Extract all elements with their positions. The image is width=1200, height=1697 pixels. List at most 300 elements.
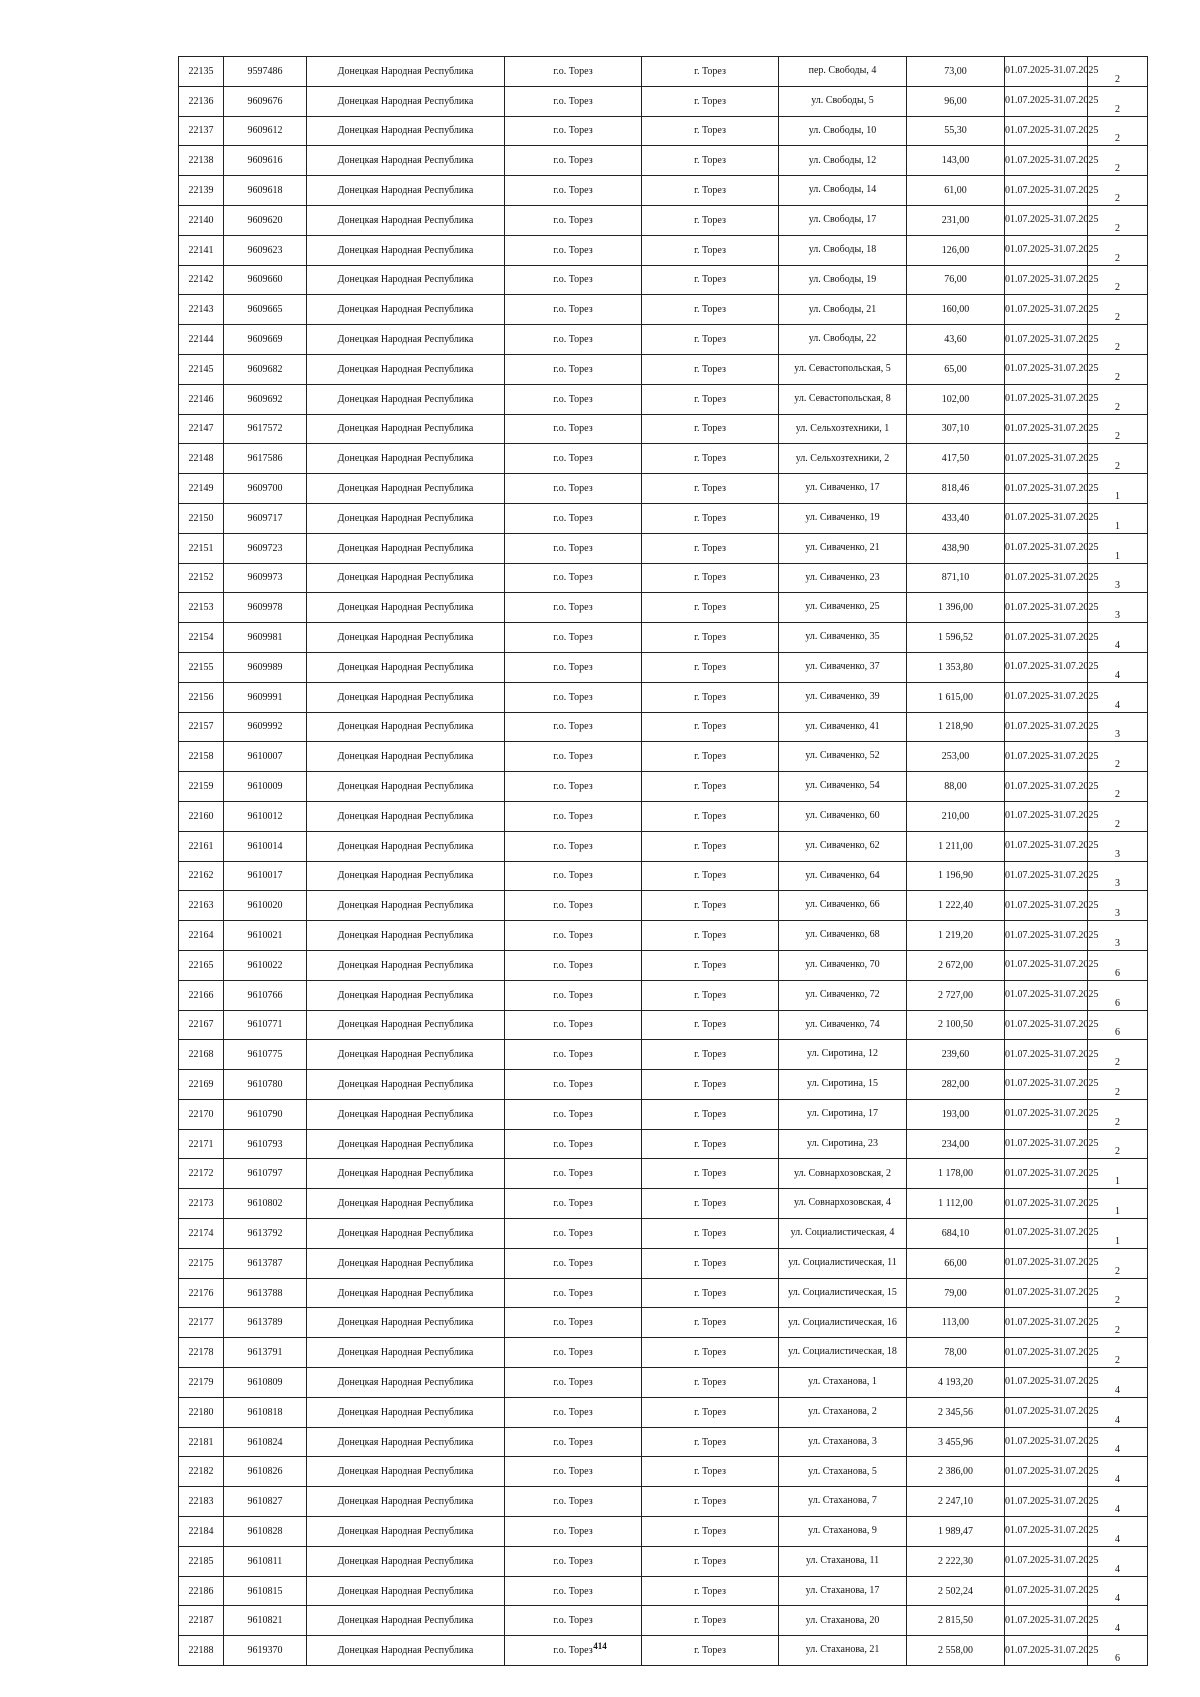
district-cell: г.о. Торез: [505, 652, 642, 682]
table-body: [179, 57, 1148, 1666]
region-cell: Донецкая Народная Республика: [307, 1487, 505, 1517]
region-cell: Донецкая Народная Республика: [307, 563, 505, 593]
object-code-cell: 9610818: [224, 1397, 307, 1427]
region-cell: Донецкая Народная Республика: [307, 1546, 505, 1576]
area-cell: 1 219,20: [907, 921, 1005, 951]
area-cell: 234,00: [907, 1129, 1005, 1159]
table-row: [179, 295, 1148, 325]
address-cell: ул. Сиваченко, 64: [779, 861, 907, 891]
priority-cell: 4: [1088, 1517, 1148, 1547]
region-cell: Донецкая Народная Республика: [307, 444, 505, 474]
priority-cell: 2: [1088, 1308, 1148, 1338]
table-row: [179, 1517, 1148, 1547]
period-cell: 01.07.2025-31.07.2025: [1005, 980, 1088, 1010]
address-cell: ул. Совнархозовская, 2: [779, 1159, 907, 1189]
object-code-cell: 9609616: [224, 146, 307, 176]
city-cell: г. Торез: [642, 265, 779, 295]
city-cell: г. Торез: [642, 1129, 779, 1159]
city-cell: г. Торез: [642, 176, 779, 206]
region-cell: Донецкая Народная Республика: [307, 1517, 505, 1547]
priority-cell: 1: [1088, 1219, 1148, 1249]
region-cell: Донецкая Народная Республика: [307, 712, 505, 742]
district-cell: г.о. Торез: [505, 772, 642, 802]
district-cell: г.о. Торез: [505, 325, 642, 355]
priority-cell: 4: [1088, 1397, 1148, 1427]
priority-cell: 6: [1088, 980, 1148, 1010]
table-row: [179, 1129, 1148, 1159]
city-cell: г. Торез: [642, 652, 779, 682]
district-cell: г.о. Торез: [505, 295, 642, 325]
city-cell: г. Торез: [642, 533, 779, 563]
object-code-cell: 9610014: [224, 831, 307, 861]
area-cell: 818,46: [907, 474, 1005, 504]
city-cell: г. Торез: [642, 1070, 779, 1100]
row-number-cell: 22172: [179, 1159, 224, 1189]
priority-cell: 4: [1088, 1427, 1148, 1457]
city-cell: г. Торез: [642, 503, 779, 533]
priority-cell: 2: [1088, 1248, 1148, 1278]
priority-cell: 4: [1088, 1457, 1148, 1487]
priority-cell: 4: [1088, 623, 1148, 653]
region-cell: Донецкая Народная Республика: [307, 235, 505, 265]
object-code-cell: 9609618: [224, 176, 307, 206]
city-cell: г. Торез: [642, 593, 779, 623]
district-cell: г.о. Торез: [505, 1278, 642, 1308]
object-code-cell: 9610797: [224, 1159, 307, 1189]
object-code-cell: 9609978: [224, 593, 307, 623]
table-row: [179, 1546, 1148, 1576]
row-number-cell: 22167: [179, 1010, 224, 1040]
priority-cell: 1: [1088, 1159, 1148, 1189]
table-row: [179, 593, 1148, 623]
period-cell: 01.07.2025-31.07.2025: [1005, 742, 1088, 772]
address-cell: ул. Сиротина, 23: [779, 1129, 907, 1159]
district-cell: г.о. Торез: [505, 801, 642, 831]
city-cell: г. Торез: [642, 146, 779, 176]
priority-cell: 2: [1088, 295, 1148, 325]
object-code-cell: 9609723: [224, 533, 307, 563]
priority-cell: 1: [1088, 1189, 1148, 1219]
row-number-cell: 22164: [179, 921, 224, 951]
table-row: [179, 1189, 1148, 1219]
address-cell: ул. Сиваченко, 72: [779, 980, 907, 1010]
period-cell: 01.07.2025-31.07.2025: [1005, 235, 1088, 265]
district-cell: г.о. Торез: [505, 921, 642, 951]
district-cell: г.о. Торез: [505, 1070, 642, 1100]
address-cell: ул. Стаханова, 2: [779, 1397, 907, 1427]
table-row: [179, 801, 1148, 831]
address-cell: ул. Сиваченко, 66: [779, 891, 907, 921]
period-cell: 01.07.2025-31.07.2025: [1005, 384, 1088, 414]
table-row: [179, 623, 1148, 653]
row-number-cell: 22135: [179, 57, 224, 87]
priority-cell: 2: [1088, 354, 1148, 384]
period-cell: 01.07.2025-31.07.2025: [1005, 623, 1088, 653]
district-cell: г.о. Торез: [505, 1010, 642, 1040]
table-row: [179, 384, 1148, 414]
region-cell: Донецкая Народная Республика: [307, 1219, 505, 1249]
object-code-cell: 9610811: [224, 1546, 307, 1576]
address-cell: ул. Социалистическая, 16: [779, 1308, 907, 1338]
area-cell: 193,00: [907, 1099, 1005, 1129]
priority-cell: 2: [1088, 1129, 1148, 1159]
region-cell: Донецкая Народная Республика: [307, 1338, 505, 1368]
table-row: [179, 1219, 1148, 1249]
priority-cell: 3: [1088, 861, 1148, 891]
table-row: [179, 980, 1148, 1010]
district-cell: г.о. Торез: [505, 533, 642, 563]
area-cell: 282,00: [907, 1070, 1005, 1100]
priority-cell: 2: [1088, 176, 1148, 206]
district-cell: г.о. Торез: [505, 1308, 642, 1338]
address-cell: ул. Социалистическая, 11: [779, 1248, 907, 1278]
table-row: [179, 86, 1148, 116]
period-cell: 01.07.2025-31.07.2025: [1005, 205, 1088, 235]
priority-cell: 2: [1088, 265, 1148, 295]
area-cell: 871,10: [907, 563, 1005, 593]
row-number-cell: 22187: [179, 1606, 224, 1636]
priority-cell: 1: [1088, 503, 1148, 533]
table-row: [179, 474, 1148, 504]
priority-cell: 4: [1088, 1606, 1148, 1636]
region-cell: Донецкая Народная Республика: [307, 146, 505, 176]
object-code-cell: 9610017: [224, 861, 307, 891]
period-cell: 01.07.2025-31.07.2025: [1005, 57, 1088, 87]
address-cell: ул. Сиваченко, 68: [779, 921, 907, 951]
city-cell: г. Торез: [642, 1427, 779, 1457]
address-cell: ул. Свободы, 22: [779, 325, 907, 355]
area-cell: 61,00: [907, 176, 1005, 206]
row-number-cell: 22152: [179, 563, 224, 593]
city-cell: г. Торез: [642, 1040, 779, 1070]
row-number-cell: 22175: [179, 1248, 224, 1278]
address-cell: ул. Социалистическая, 15: [779, 1278, 907, 1308]
address-cell: ул. Сиваченко, 41: [779, 712, 907, 742]
object-code-cell: 9609717: [224, 503, 307, 533]
priority-cell: 2: [1088, 57, 1148, 87]
table-row: [179, 57, 1148, 87]
area-cell: 2 386,00: [907, 1457, 1005, 1487]
priority-cell: 2: [1088, 384, 1148, 414]
priority-cell: 3: [1088, 891, 1148, 921]
priority-cell: 3: [1088, 921, 1148, 951]
area-cell: 1 196,90: [907, 861, 1005, 891]
table-row: [179, 1457, 1148, 1487]
priority-cell: 2: [1088, 1099, 1148, 1129]
city-cell: г. Торез: [642, 1338, 779, 1368]
city-cell: г. Торез: [642, 1457, 779, 1487]
row-number-cell: 22162: [179, 861, 224, 891]
table-row: [179, 1338, 1148, 1368]
address-cell: ул. Стаханова, 21: [779, 1636, 907, 1666]
row-number-cell: 22184: [179, 1517, 224, 1547]
address-cell: ул. Сиваченко, 19: [779, 503, 907, 533]
city-cell: г. Торез: [642, 1487, 779, 1517]
city-cell: г. Торез: [642, 1278, 779, 1308]
area-cell: 1 218,90: [907, 712, 1005, 742]
district-cell: г.о. Торез: [505, 1397, 642, 1427]
period-cell: 01.07.2025-31.07.2025: [1005, 1159, 1088, 1189]
district-cell: г.о. Торез: [505, 1546, 642, 1576]
object-code-cell: 9610790: [224, 1099, 307, 1129]
row-number-cell: 22169: [179, 1070, 224, 1100]
address-cell: ул. Севастопольская, 8: [779, 384, 907, 414]
area-cell: 2 815,50: [907, 1606, 1005, 1636]
table-row: [179, 1576, 1148, 1606]
row-number-cell: 22142: [179, 265, 224, 295]
period-cell: 01.07.2025-31.07.2025: [1005, 1189, 1088, 1219]
region-cell: Донецкая Народная Республика: [307, 742, 505, 772]
period-cell: 01.07.2025-31.07.2025: [1005, 295, 1088, 325]
district-cell: г.о. Торез: [505, 1338, 642, 1368]
region-cell: Донецкая Народная Республика: [307, 652, 505, 682]
page-number: 414: [593, 1641, 607, 1651]
period-cell: 01.07.2025-31.07.2025: [1005, 1278, 1088, 1308]
priority-cell: 4: [1088, 1487, 1148, 1517]
row-number-cell: 22181: [179, 1427, 224, 1457]
row-number-cell: 22160: [179, 801, 224, 831]
row-number-cell: 22150: [179, 503, 224, 533]
period-cell: 01.07.2025-31.07.2025: [1005, 950, 1088, 980]
region-cell: Донецкая Народная Республика: [307, 623, 505, 653]
table-row: [179, 652, 1148, 682]
region-cell: Донецкая Народная Республика: [307, 1636, 505, 1666]
table-row: [179, 414, 1148, 444]
district-cell: г.о. Торез: [505, 146, 642, 176]
priority-cell: 2: [1088, 742, 1148, 772]
table-row: [179, 235, 1148, 265]
period-cell: 01.07.2025-31.07.2025: [1005, 86, 1088, 116]
address-cell: ул. Совнархозовская, 4: [779, 1189, 907, 1219]
priority-cell: 2: [1088, 444, 1148, 474]
address-cell: ул. Сиваченко, 60: [779, 801, 907, 831]
area-cell: 4 193,20: [907, 1368, 1005, 1398]
period-cell: 01.07.2025-31.07.2025: [1005, 1368, 1088, 1398]
city-cell: г. Торез: [642, 742, 779, 772]
city-cell: г. Торез: [642, 86, 779, 116]
period-cell: 01.07.2025-31.07.2025: [1005, 325, 1088, 355]
region-cell: Донецкая Народная Республика: [307, 325, 505, 355]
district-cell: г.о. Торез: [505, 861, 642, 891]
address-cell: ул. Стаханова, 7: [779, 1487, 907, 1517]
city-cell: г. Торез: [642, 1099, 779, 1129]
object-code-cell: 9609669: [224, 325, 307, 355]
row-number-cell: 22182: [179, 1457, 224, 1487]
table-row: [179, 146, 1148, 176]
table-row: [179, 1308, 1148, 1338]
region-cell: Донецкая Народная Республика: [307, 1308, 505, 1338]
table-row: [179, 950, 1148, 980]
area-cell: 102,00: [907, 384, 1005, 414]
region-cell: Донецкая Народная Республика: [307, 1099, 505, 1129]
table-row: [179, 921, 1148, 951]
region-cell: Донецкая Народная Республика: [307, 1010, 505, 1040]
city-cell: г. Торез: [642, 950, 779, 980]
area-cell: 126,00: [907, 235, 1005, 265]
row-number-cell: 22147: [179, 414, 224, 444]
region-cell: Донецкая Народная Республика: [307, 474, 505, 504]
row-number-cell: 22165: [179, 950, 224, 980]
period-cell: 01.07.2025-31.07.2025: [1005, 176, 1088, 206]
city-cell: г. Торез: [642, 235, 779, 265]
address-cell: ул. Сиваченко, 17: [779, 474, 907, 504]
city-cell: г. Торез: [642, 1576, 779, 1606]
region-cell: Донецкая Народная Республика: [307, 1457, 505, 1487]
object-code-cell: 9610021: [224, 921, 307, 951]
priority-cell: 4: [1088, 1368, 1148, 1398]
row-number-cell: 22186: [179, 1576, 224, 1606]
row-number-cell: 22174: [179, 1219, 224, 1249]
period-cell: 01.07.2025-31.07.2025: [1005, 414, 1088, 444]
priority-cell: 2: [1088, 1338, 1148, 1368]
table-row: [179, 354, 1148, 384]
object-code-cell: 9610766: [224, 980, 307, 1010]
area-cell: 79,00: [907, 1278, 1005, 1308]
city-cell: г. Торез: [642, 1517, 779, 1547]
priority-cell: 2: [1088, 235, 1148, 265]
address-cell: ул. Стаханова, 20: [779, 1606, 907, 1636]
city-cell: г. Торез: [642, 1189, 779, 1219]
area-cell: 73,00: [907, 57, 1005, 87]
region-cell: Донецкая Народная Республика: [307, 1189, 505, 1219]
area-cell: 2 672,00: [907, 950, 1005, 980]
table-row: [179, 1070, 1148, 1100]
period-cell: 01.07.2025-31.07.2025: [1005, 921, 1088, 951]
table-row: [179, 176, 1148, 206]
city-cell: г. Торез: [642, 801, 779, 831]
object-code-cell: 9610020: [224, 891, 307, 921]
table-row: [179, 116, 1148, 146]
district-cell: г.о. Торез: [505, 86, 642, 116]
period-cell: 01.07.2025-31.07.2025: [1005, 563, 1088, 593]
address-cell: ул. Стаханова, 3: [779, 1427, 907, 1457]
area-cell: 66,00: [907, 1248, 1005, 1278]
area-cell: 76,00: [907, 265, 1005, 295]
city-cell: г. Торез: [642, 205, 779, 235]
district-cell: г.о. Торез: [505, 1517, 642, 1547]
city-cell: г. Торез: [642, 980, 779, 1010]
period-cell: 01.07.2025-31.07.2025: [1005, 1546, 1088, 1576]
row-number-cell: 22140: [179, 205, 224, 235]
period-cell: 01.07.2025-31.07.2025: [1005, 772, 1088, 802]
district-cell: г.о. Торез: [505, 1457, 642, 1487]
region-cell: Донецкая Народная Республика: [307, 980, 505, 1010]
priority-cell: 4: [1088, 1576, 1148, 1606]
region-cell: Донецкая Народная Республика: [307, 295, 505, 325]
table-row: [179, 772, 1148, 802]
area-cell: 433,40: [907, 503, 1005, 533]
address-cell: пер. Свободы, 4: [779, 57, 907, 87]
address-cell: ул. Стаханова, 17: [779, 1576, 907, 1606]
address-cell: ул. Свободы, 10: [779, 116, 907, 146]
address-cell: ул. Сиваченко, 62: [779, 831, 907, 861]
region-cell: Донецкая Народная Республика: [307, 1278, 505, 1308]
district-cell: г.о. Торез: [505, 354, 642, 384]
area-cell: 1 989,47: [907, 1517, 1005, 1547]
district-cell: г.о. Торез: [505, 1368, 642, 1398]
period-cell: 01.07.2025-31.07.2025: [1005, 1606, 1088, 1636]
period-cell: 01.07.2025-31.07.2025: [1005, 116, 1088, 146]
region-cell: Донецкая Народная Республика: [307, 533, 505, 563]
row-number-cell: 22157: [179, 712, 224, 742]
region-cell: Донецкая Народная Республика: [307, 1368, 505, 1398]
object-code-cell: 9597486: [224, 57, 307, 87]
object-code-cell: 9613787: [224, 1248, 307, 1278]
area-cell: 113,00: [907, 1308, 1005, 1338]
area-cell: 88,00: [907, 772, 1005, 802]
region-cell: Донецкая Народная Республика: [307, 1576, 505, 1606]
district-cell: г.о. Торез: [505, 235, 642, 265]
row-number-cell: 22148: [179, 444, 224, 474]
region-cell: Донецкая Народная Республика: [307, 1159, 505, 1189]
area-cell: 160,00: [907, 295, 1005, 325]
address-cell: ул. Сельхозтехники, 1: [779, 414, 907, 444]
area-cell: 1 112,00: [907, 1189, 1005, 1219]
priority-cell: 3: [1088, 593, 1148, 623]
row-number-cell: 22178: [179, 1338, 224, 1368]
district-cell: г.о. Торез: [505, 891, 642, 921]
table-row: [179, 1159, 1148, 1189]
address-cell: ул. Стаханова, 11: [779, 1546, 907, 1576]
city-cell: г. Торез: [642, 682, 779, 712]
period-cell: 01.07.2025-31.07.2025: [1005, 265, 1088, 295]
city-cell: г. Торез: [642, 623, 779, 653]
city-cell: г. Торез: [642, 563, 779, 593]
table-row: [179, 861, 1148, 891]
area-cell: 2 727,00: [907, 980, 1005, 1010]
region-cell: Донецкая Народная Республика: [307, 1040, 505, 1070]
table-row: [179, 265, 1148, 295]
district-cell: г.о. Торез: [505, 176, 642, 206]
area-cell: 2 100,50: [907, 1010, 1005, 1040]
table-row: [179, 742, 1148, 772]
district-cell: г.о. Торез: [505, 980, 642, 1010]
area-cell: 210,00: [907, 801, 1005, 831]
row-number-cell: 22158: [179, 742, 224, 772]
region-cell: Донецкая Народная Республика: [307, 1248, 505, 1278]
object-code-cell: 9609973: [224, 563, 307, 593]
period-cell: 01.07.2025-31.07.2025: [1005, 1010, 1088, 1040]
row-number-cell: 22149: [179, 474, 224, 504]
region-cell: Донецкая Народная Республика: [307, 57, 505, 87]
district-cell: г.о. Торез: [505, 1427, 642, 1457]
period-cell: 01.07.2025-31.07.2025: [1005, 1099, 1088, 1129]
period-cell: 01.07.2025-31.07.2025: [1005, 801, 1088, 831]
address-cell: ул. Стаханова, 5: [779, 1457, 907, 1487]
district-cell: г.о. Торез: [505, 1487, 642, 1517]
area-cell: 231,00: [907, 205, 1005, 235]
region-cell: Донецкая Народная Республика: [307, 772, 505, 802]
object-code-cell: 9609623: [224, 235, 307, 265]
period-cell: 01.07.2025-31.07.2025: [1005, 593, 1088, 623]
city-cell: г. Торез: [642, 474, 779, 504]
address-cell: ул. Сиротина, 17: [779, 1099, 907, 1129]
object-code-cell: 9609991: [224, 682, 307, 712]
city-cell: г. Торез: [642, 1159, 779, 1189]
priority-cell: 2: [1088, 86, 1148, 116]
region-cell: Донецкая Народная Республика: [307, 86, 505, 116]
region-cell: Донецкая Народная Республика: [307, 265, 505, 295]
period-cell: 01.07.2025-31.07.2025: [1005, 146, 1088, 176]
object-code-cell: 9610821: [224, 1606, 307, 1636]
object-code-cell: 9609676: [224, 86, 307, 116]
priority-cell: 4: [1088, 1546, 1148, 1576]
period-cell: 01.07.2025-31.07.2025: [1005, 1070, 1088, 1100]
district-cell: г.о. Торез: [505, 503, 642, 533]
address-cell: ул. Сиваченко, 54: [779, 772, 907, 802]
table-row: [179, 1368, 1148, 1398]
table-row: [179, 444, 1148, 474]
